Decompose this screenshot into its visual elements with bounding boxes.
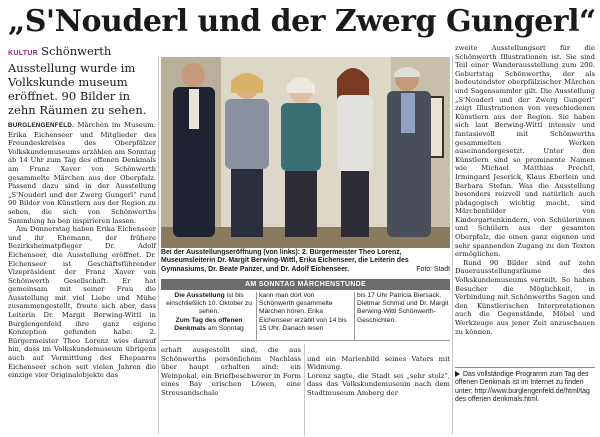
infobox-divider [354,292,355,340]
info-banner: AM SONNTAG MÄRCHENSTUNDE [161,279,450,290]
arrow-icon [455,371,460,377]
column-divider [158,56,159,434]
teaser-text: Schönwerth Ausstellung wurde im Volkskunde museum eröffnet. 90 Bilder in zehn Räumen zu sehen. [8,44,147,117]
program-note [455,371,595,405]
infobox-col-1 [163,292,255,333]
dateline: BURGLENGENFELD. [8,122,74,129]
event-photo [161,57,450,248]
kicker-label: KULTUR [8,50,39,57]
divider [161,340,450,341]
photo-caption [161,249,450,274]
paragraph: zweite Ausstellungsort für die Schönwerth Illustrationen ist. Sie sind Teil einer Wanderausstellung zum 200. Geburtstag Schönwerths, der als bedeutendster oberpfälzischer Märchen und Sagensammler gilt. Die Ausstellung „S'Nouderl und der Zwerg Gungerl“ zeigt Illustrationen von verschiedenen Künstlern aus der Region. Sie haben sich laut Berwing-Wittl intensiv und fantasievoll mit Schönwerths gesammelten Werken auseinandergesetzt. Unter den Künstlern sind so prominente Namen wie Michael Matthias Prechtl, Irmingard Jeserick, Klaus Eberlein und Barbara Stefan. Was die Ausstellung besonders reizvoll und natürlich auch pädagogisch wichtig macht, sind Märchenbilder von Kindergartenkindern, von Schülerinnen und Schülern aus der gesamten Oberpfalz, die einen ganz eigenen und sehr spannenden Zugang zu den Texten ermöglichen. [455,44,595,259]
paragraph: Rund 90 Bilder sind auf zehn Dauerausstellungsräume des Volkskundemuseums verteilt. So haben Besucher die Möglichkeit, in Verbindung mit Schönwerths Sagen und den Künstlerischen Interpretationen auch die Gegenstände, Möbel und Werkzeuge aus jener Zeit anzuschauen zu können. [455,258,595,336]
photo-illustration [161,57,450,248]
column-divider [304,344,305,436]
infobox-bold: Die Ausstellung [174,292,225,299]
left-column [8,121,156,380]
headline: „S'Nouderl und der Zwerg Gungerl“ [8,4,596,39]
paragraph: und ein Marienbild seines Vaters mit Widmung. Lorenz sagte, die Stadt sei „sehr stolz“, dass das Volkskundemuseum nach dem Stadtmuseum Amberg der [307,354,450,397]
middle-column-1 [161,346,301,398]
teaser [8,44,156,117]
infobox-divider [256,292,257,340]
infobox-text: Zum Tag des offenen Denkmals am Sonntag [174,316,244,332]
paragraph [8,121,156,225]
infobox-col-3 [357,292,449,325]
middle-column-2 [307,346,450,406]
divider [455,367,595,368]
column-divider [452,56,453,434]
caption-text: Bei der Ausstellungseröffnung (von links): 2. Bürgermeister Theo Lorenz, Museumsleiterin Dr. Margit Berwing-Wittl, Erika Eichenseer, die Leiterin des Gymnasiums, Dr. Beate Panzer, und Dr. Adolf Eichenseer. [161,249,409,273]
infobox-bold: Zum Tag des offenen Denkmals [174,316,243,332]
infobox-text: kann man dort von Schönwerth gesammelte Märchen hören. Erika Eichenseer erzählt von 14 bis 15 Uhr. Danach lesen [259,292,347,332]
paragraph: erhaft ausgestellt sind, die aus Schönwerths persönlichem Nachlass über haupt erhalten sind: ein Weinpokal, ein Briefbeschwerer in Form eines Bay erischen Löwen, eine Streusandschale [161,346,301,397]
paragraph-text: Märchen im Museum: Erika Eichenseer und Mitglieder des Freundeskreises des Oberpfälzer Volkskundemuseums erzählen am Sonntag ab 14 Uhr zum Tag des offenen Denkmals am Franz Xaver von Schönwerth gesammelte Märchen aus der Oberpfalz. Passend dazu sind in der Ausstellung „S'Nouderl und der Zwerg Gungerl“ rund 90 Bilder von Künstlern aus der Region zu sehen, die sich von Schönwerths Sammlung ha ben inspirieren lassen. [8,121,156,225]
infobox-text: Die Ausstellung ist bis einschließlich 10. Oktober zu sehen. [166,292,252,316]
paragraph: Am Donnerstag haben Erika Eichenseer und ihr Ehemann, der frühere Bezirksheimatpfleger Dr. Adolf Eichenseer, die Ausstellung eröffnet. Dr. Eichenseer ist Geschäftsführender Vizepräsident der Franz Xaver von Schönwerth Gesellschaft. Er hat gemeinsam mit seiner Frau die Ausstellung mit viel Liebe und Mühe zusammengestellt, freute sich aber, dass Leiterin Dr. Margit Berwing-Wittl in Burglengenfeld ihre ganz eigene Konzeption gefunden habe. 2. Bürgermeister Theo Lorenz wies darauf hin, dass im Volkskundemuseum übrigens auch auf Vermittlung des Ehepaares Eichenseer schon seit vielen Jahren die einzige vier Originalobjekte das [8,225,156,380]
infobox-col-2 [259,292,351,333]
infobox-text: bis 17 Uhr Patricia Biersack, Dietmar Schmid und Dr. Margit Berwing-Wittl Schönwerth-Geschichten. [357,292,449,324]
right-column [455,44,595,336]
photo-credit: Foto: Stadt [416,265,450,273]
note-text: Das vollständige Programm zum Tag des offenen Denkmals ist im Internet zu finden unter: http://www.burglengenfeld.de/html/tag des offenen denkmals.html. [455,371,590,404]
